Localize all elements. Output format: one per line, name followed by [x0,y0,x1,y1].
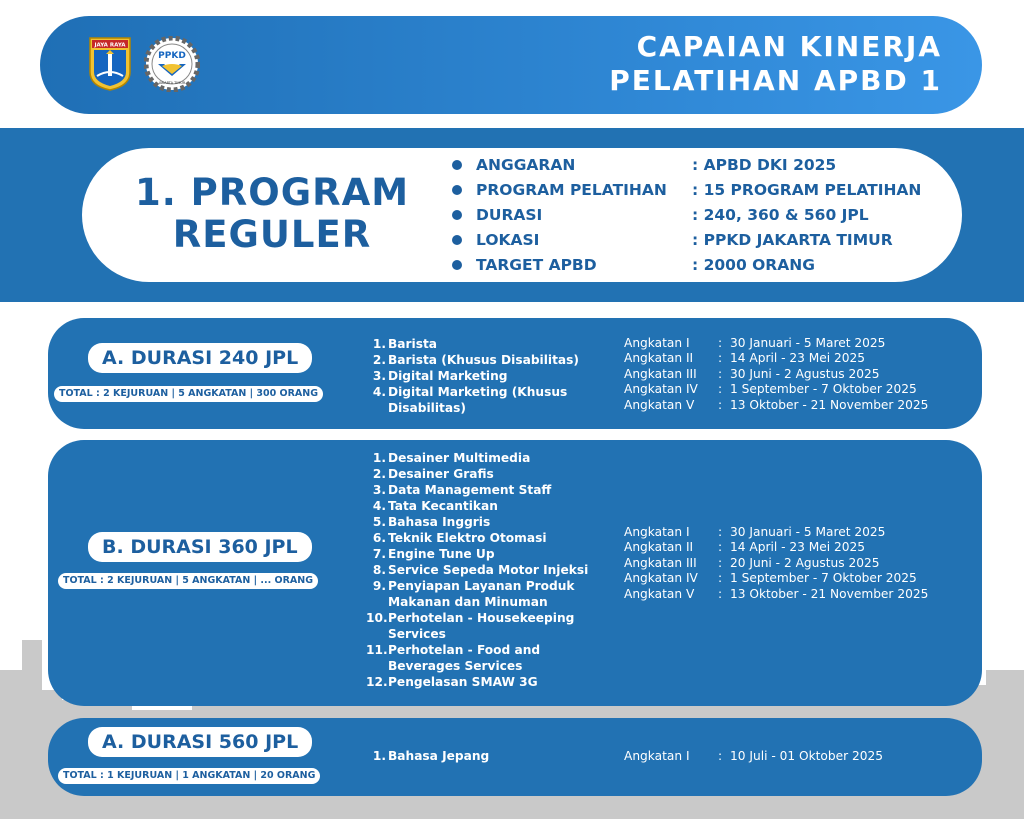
svg-text:JAYA RAYA: JAYA RAYA [94,42,126,49]
program-summary-card [82,148,962,282]
info-row [448,152,948,177]
ppkd-logo [144,36,200,92]
batch-list [624,525,974,602]
course-item: 9. Penyiapan Layanan Produk Makanan dan Minuman [372,579,575,609]
course-list [366,450,606,690]
svg-text:PPKD: PPKD [158,51,186,61]
info-label: DURASI [476,205,543,224]
course-item: 2. Barista (Khusus Disabilitas) [372,353,579,367]
course-item: 1. Desainer Multimedia [372,451,531,465]
info-label: ANGGARAN [476,155,576,174]
course-item: 4. Digital Marketing (Khusus Disabilitas) [372,385,568,415]
duration-total: TOTAL : 2 KEJURUAN | 5 ANGKATAN | 300 ORANG [54,386,323,402]
batch-row: Angkatan III : 20 Juni - 2 Agustus 2025 [624,555,880,570]
info-label: LOKASI [476,230,540,249]
program-title [104,172,440,256]
duration-total: TOTAL : 2 KEJURUAN | 5 ANGKATAN | ... ORANG [58,573,318,589]
bullet-icon [452,260,462,270]
batch-row: Angkatan IV : 1 September - 7 Oktober 2025 [624,571,917,586]
svg-text:JAKARTA TIMUR: JAKARTA TIMUR [158,81,186,85]
program-title-line2: REGULER [172,213,372,256]
page-title-line1: CAPAIAN KINERJA [636,30,942,63]
bullet-icon [452,160,462,170]
course-list [366,336,606,416]
course-item: 12. Pengelasan SMAW 3G [366,675,538,689]
program-band [0,128,1024,302]
info-label: PROGRAM PELATIHAN [476,180,667,199]
course-item: 1. Barista [372,337,438,351]
duration-card-360 [48,440,982,706]
page-title [609,30,942,98]
info-value: : 2000 ORANG [692,255,815,274]
bullet-icon [452,210,462,220]
info-row [448,177,948,202]
course-item: 3. Digital Marketing [372,369,508,383]
jaya-raya-logo [88,36,132,92]
batch-list [624,749,974,764]
program-info-list [448,152,948,277]
batch-row: Angkatan V : 13 Oktober - 21 November 2025 [624,397,929,412]
info-label: TARGET APBD [476,255,597,274]
info-row [448,227,948,252]
course-list [366,748,606,764]
batch-row: Angkatan I : 30 Januari - 5 Maret 2025 [624,525,886,539]
course-item: 3. Data Management Staff [372,483,552,497]
duration-title: A. DURASI 560 JPL [88,727,312,757]
course-item: 10. Perhotelan - Housekeeping Services [366,611,575,641]
bullet-icon [452,235,462,245]
batch-row: Angkatan I : 30 Januari - 5 Maret 2025 [624,336,886,350]
course-item: 2. Desainer Grafis [372,467,494,481]
batch-row: Angkatan II : 14 April - 23 Mei 2025 [624,351,866,366]
info-value: : 240, 360 & 560 JPL [692,205,869,224]
batch-row: Angkatan I : 10 Juli - 01 Oktober 2025 [624,749,884,763]
program-title-line1: 1. PROGRAM [134,171,410,214]
batch-row: Angkatan III : 30 Juni - 2 Agustus 2025 [624,366,880,381]
batch-row: Angkatan IV : 1 September - 7 Oktober 2025 [624,382,917,397]
duration-card-240 [48,318,982,429]
course-item: 1. Bahasa Jepang [372,749,490,763]
duration-title: A. DURASI 240 JPL [88,343,312,373]
info-value: : 15 PROGRAM PELATIHAN [692,180,922,199]
page-title-line2: PELATIHAN APBD 1 [609,64,942,97]
logo-group [88,36,200,92]
info-row [448,252,948,277]
course-item: 6. Teknik Elektro Otomasi [372,531,547,545]
course-item: 11. Perhotelan - Food and Beverages Services [366,643,541,673]
duration-title: B. DURASI 360 JPL [88,532,312,562]
info-value: : APBD DKI 2025 [692,155,837,174]
course-item: 7. Engine Tune Up [372,547,495,561]
course-item: 5. Bahasa Inggris [372,515,491,529]
header-banner [40,16,982,114]
duration-card-560 [48,718,982,796]
info-value: : PPKD JAKARTA TIMUR [692,230,893,249]
info-row [448,202,948,227]
course-item: 8. Service Sepeda Motor Injeksi [372,563,589,577]
batch-row: Angkatan II : 14 April - 23 Mei 2025 [624,540,866,555]
course-item: 4. Tata Kecantikan [372,499,498,513]
bullet-icon [452,185,462,195]
batch-row: Angkatan V : 13 Oktober - 21 November 2025 [624,586,929,601]
batch-list [624,336,974,413]
duration-total: TOTAL : 1 KEJURUAN | 1 ANGKATAN | 20 ORANG [58,768,320,784]
